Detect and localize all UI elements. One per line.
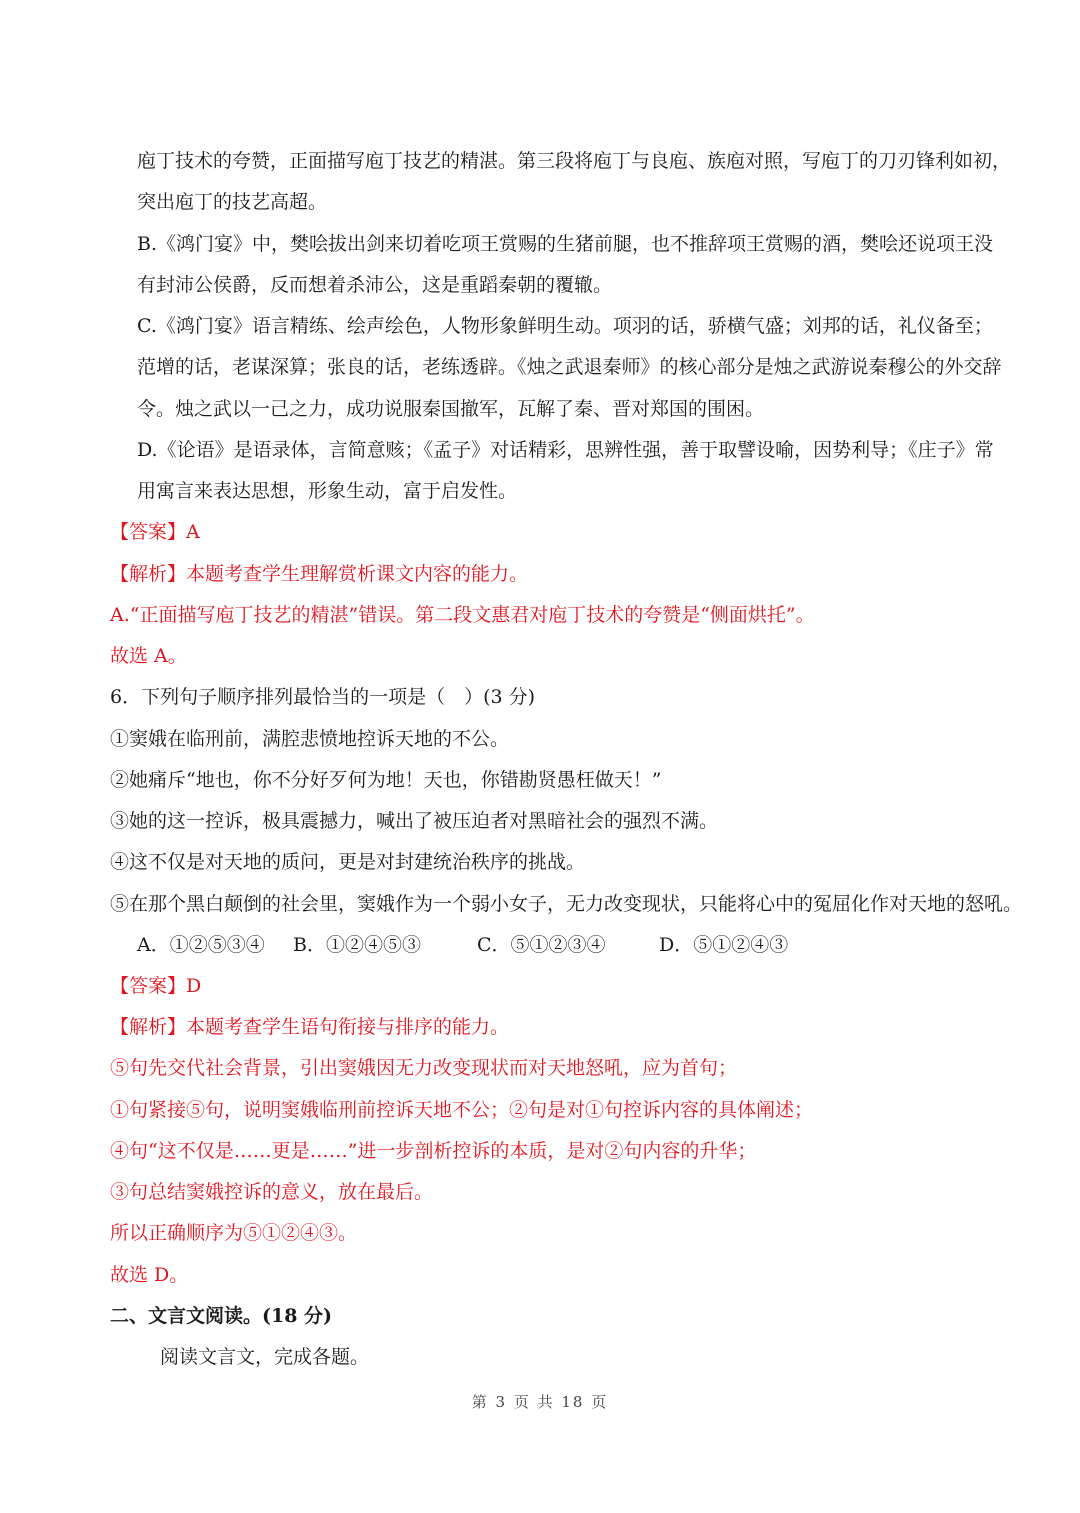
- q5-analysis-title: 【解析】本题考查学生理解赏析课文内容的能力。: [110, 563, 529, 585]
- q5-answer: 【答案】A: [110, 521, 200, 543]
- q6-analysis-line-1: ⑤句先交代社会背景，引出窦娥因无力改变现状而对天地怒吼，应为首句；: [110, 1057, 738, 1079]
- q5-option-c-line-2: 范增的话，老谋深算；张良的话，老练透辟。《烛之武退秦师》的核心部分是烛之武游说秦穆公的外交辞: [137, 356, 1002, 378]
- q5-option-d-line-2: 用寓言来表达思想，形象生动，富于启发性。: [137, 480, 518, 502]
- q6-sentence-2: ②她痛斥“地也，你不分好歹何为地！天也，你错勘贤愚枉做天！”: [110, 769, 662, 791]
- section-2-heading: 二、文言文阅读。(18 分): [110, 1305, 333, 1327]
- q6-analysis-title: 【解析】本题考查学生语句衔接与排序的能力。: [110, 1016, 510, 1038]
- q5-option-d-line-1: D.《论语》是语录体，言简意赅；《孟子》对话精彩，思辨性强，善于取譬设喻，因势利导；《庄子》常: [137, 439, 994, 461]
- q5-option-c-line-1: C.《鸿门宴》语言精练、绘声绘色，人物形象鲜明生动。项羽的话，骄横气盛；刘邦的话，礼仪备至；: [137, 315, 993, 337]
- q6-option-b: B．①②④⑤③: [293, 934, 421, 956]
- q6-analysis-line-2: ①句紧接⑤句，说明窦娥临刑前控诉天地不公；②句是对①句控诉内容的具体阐述；: [110, 1099, 814, 1121]
- q5-option-a-line-1: 庖丁技术的夸赞，正面描写庖丁技艺的精湛。第三段将庖丁与良庖、族庖对照，写庖丁的刀刃锋利如初，: [137, 150, 1012, 172]
- q5-analysis-line-1: A.“正面描写庖丁技艺的精湛”错误。第二段文惠君对庖丁技术的夸赞是“侧面烘托”。: [110, 604, 815, 626]
- q6-analysis-line-4: ③句总结窦娥控诉的意义，放在最后。: [110, 1181, 434, 1203]
- q6-analysis-line-3: ④句“这不仅是……更是……”进一步剖析控诉的本质，是对②句内容的升华；: [110, 1140, 757, 1162]
- page-footer: 第 3 页 共 18 页: [471, 1393, 609, 1411]
- q5-option-c-line-3: 令。烛之武以一己之力，成功说服秦国撤军，瓦解了秦、晋对郑国的围困。: [137, 398, 765, 420]
- q6-option-a: A．①②⑤③④: [137, 934, 265, 956]
- q5-option-a-line-2: 突出庖丁的技艺高超。: [137, 191, 328, 213]
- q6-option-c: C．⑤①②③④: [477, 934, 606, 956]
- q6-answer: 【答案】D: [110, 975, 202, 997]
- q5-option-b-line-2: 有封沛公侯爵，反而想着杀沛公，这是重蹈秦朝的覆辙。: [137, 274, 613, 296]
- q6-sentence-5: ⑤在那个黑白颠倒的社会里，窦娥作为一个弱小女子，无力改变现状，只能将心中的冤屈化作对天地的怒吼。: [110, 893, 1023, 915]
- section-2-instruction: 阅读文言文，完成各题。: [160, 1346, 370, 1368]
- q6-conclusion: 故选 D。: [110, 1264, 189, 1286]
- q6-sentence-1: ①窦娥在临刑前，满腔悲愤地控诉天地的不公。: [110, 728, 510, 750]
- q5-conclusion: 故选 A。: [110, 645, 187, 667]
- q6-option-d: D．⑤①②④③: [659, 934, 789, 956]
- q6-sentence-3: ③她的这一控诉，极具震撼力，喊出了被压迫者对黑暗社会的强烈不满。: [110, 810, 719, 832]
- q6-stem: 6．下列句子顺序排列最恰当的一项是（ ）(3 分): [110, 686, 536, 708]
- q6-sentence-4: ④这不仅是对天地的质问，更是对封建统治秩序的挑战。: [110, 851, 586, 873]
- q5-option-b-line-1: B.《鸿门宴》中，樊哙拔出剑来切着吃项王赏赐的生猪前腿，也不推辞项王赏赐的酒，樊哙还说项王没: [137, 233, 994, 255]
- q6-analysis-line-5: 所以正确顺序为⑤①②④③。: [110, 1222, 358, 1244]
